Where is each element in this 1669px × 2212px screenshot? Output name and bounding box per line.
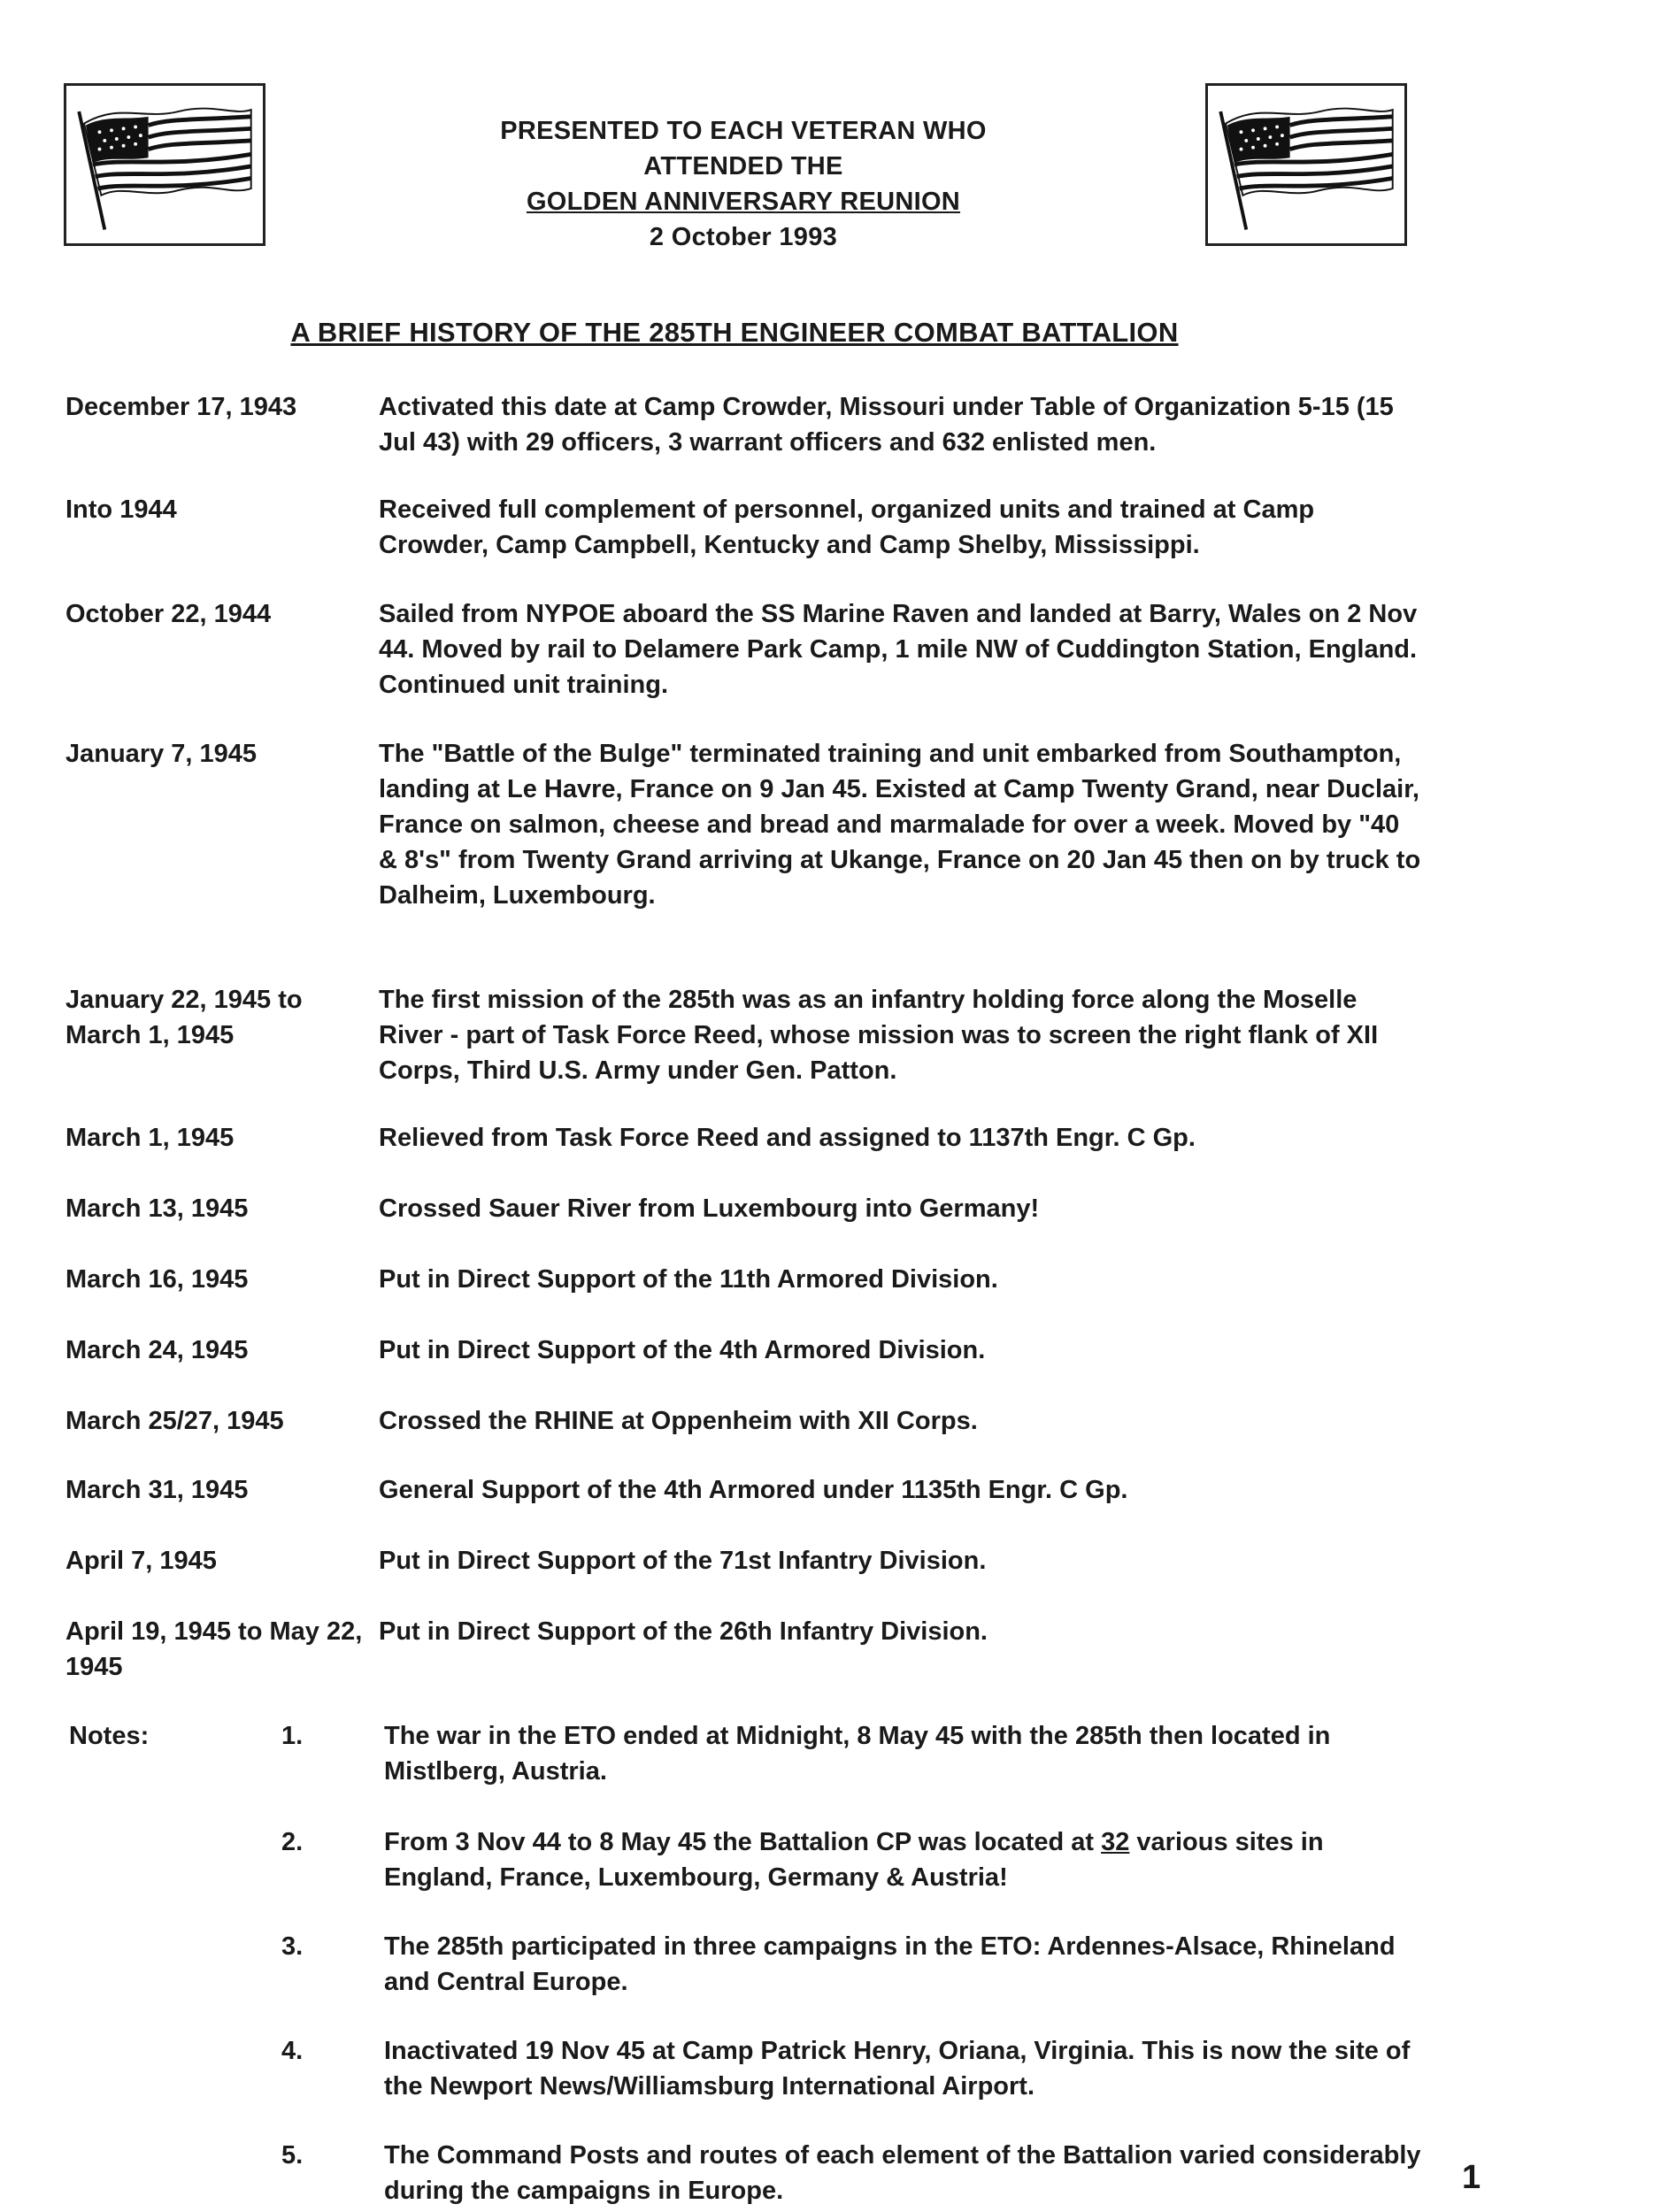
entry-date: March 16, 1945 bbox=[65, 1265, 249, 1294]
entry-text: Crossed the RHINE at Oppenheim with XII Corps. bbox=[379, 1407, 978, 1435]
entry-text: Received full complement of personnel, organized units and trained at Camp Crowder, Camp Campbell, Kentucky and Camp Shelby, Mississippi. bbox=[379, 495, 1315, 559]
note-number: 1. bbox=[281, 1722, 304, 1750]
entry-date: January 22, 1945 to March 1, 1945 bbox=[65, 986, 303, 1049]
entry-text: Put in Direct Support of the 71st Infantry Division. bbox=[379, 1547, 987, 1575]
note-text-part: various sites in England, France, Luxembourg, Germany & Austria! bbox=[384, 1828, 1324, 1892]
entry-text: Sailed from NYPOE aboard the SS Marine Raven and landed at Barry, Wales on 2 Nov 44. Moved by rail to Delamere Park Camp, 1 mile NW of Cuddington Station, England. Continued unit training. bbox=[379, 600, 1418, 699]
note-text: The Command Posts and routes of each element of the Battalion varied considerably during the campaigns in Europe. bbox=[384, 2141, 1421, 2205]
entry-date: April 19, 1945 to May 22, 1945 bbox=[65, 1617, 363, 1681]
entry-date: March 24, 1945 bbox=[65, 1336, 249, 1364]
entry-text: Put in Direct Support of the 11th Armored Division. bbox=[379, 1265, 998, 1294]
entry-date: October 22, 1944 bbox=[65, 600, 272, 628]
american-flag-icon bbox=[1208, 86, 1404, 243]
note-underlined-count: 32 bbox=[1101, 1828, 1130, 1856]
entry-date: March 1, 1945 bbox=[65, 1124, 235, 1152]
header-line-3: GOLDEN ANNIVERSARY REUNION bbox=[526, 188, 961, 216]
entry-text: The "Battle of the Bulge" terminated training and unit embarked from Southampton, landing at Le Havre, France on 9 Jan 45. Existed at Camp Twenty Grand, near Duclair, France on salmon, cheese and bread and marmalade for over a week. Moved by "40 & 8's" from Twenty Grand arriving at Ukange, France on 20 Jan 45 then on by truck to Dalheim, Luxembourg. bbox=[379, 740, 1421, 910]
entry-text: The first mission of the 285th was as an infantry holding force along the Moselle River - part of Task Force Reed, whose mission was to screen the right flank of XII Corps, Third U.S. Army under Gen. Patton. bbox=[379, 986, 1379, 1085]
note-text: Inactivated 19 Nov 45 at Camp Patrick Henry, Oriana, Virginia. This is now the site of the Newport News/Williamsburg International Airport. bbox=[384, 2037, 1411, 2101]
flag-illustration-left bbox=[64, 83, 265, 246]
note-number: 3. bbox=[281, 1932, 304, 1961]
entry-text: Put in Direct Support of the 4th Armored Division. bbox=[379, 1336, 986, 1364]
entry-date: March 25/27, 1945 bbox=[65, 1407, 284, 1435]
presentation-header bbox=[389, 113, 1097, 255]
note-number: 5. bbox=[281, 2141, 304, 2170]
entry-date: December 17, 1943 bbox=[65, 393, 297, 421]
entry-date: Into 1944 bbox=[65, 495, 177, 524]
page-number: 1 bbox=[1462, 2159, 1481, 2196]
entry-date: March 31, 1945 bbox=[65, 1476, 249, 1504]
notes-label: Notes: bbox=[69, 1722, 150, 1750]
entry-text: Activated this date at Camp Crowder, Missouri under Table of Organization 5-15 (15 Jul 43) with 29 officers, 3 warrant officers and 632 enlisted men. bbox=[379, 393, 1394, 457]
note-text-part: From 3 Nov 44 to 8 May 45 the Battalion CP was located at bbox=[384, 1828, 1102, 1856]
header-line-1: PRESENTED TO EACH VETERAN WHO bbox=[500, 117, 987, 145]
entry-text: Put in Direct Support of the 26th Infantry Division. bbox=[379, 1617, 988, 1646]
note-text: The war in the ETO ended at Midnight, 8 May 45 with the 285th then located in Mistlberg, Austria. bbox=[384, 1722, 1331, 1786]
header-date: 2 October 1993 bbox=[649, 223, 838, 251]
entry-date: March 13, 1945 bbox=[65, 1194, 249, 1223]
document-title: A BRIEF HISTORY OF THE 285TH ENGINEER COMBAT BATTALION bbox=[290, 317, 1179, 348]
note-number: 2. bbox=[281, 1828, 304, 1856]
flag-illustration-right bbox=[1205, 83, 1407, 246]
header-line-2: ATTENDED THE bbox=[643, 152, 843, 180]
note-text: The 285th participated in three campaigns in the ETO: Ardennes-Alsace, Rhineland and Central Europe. bbox=[384, 1932, 1396, 1996]
note-text bbox=[384, 1824, 1428, 1895]
entry-date: January 7, 1945 bbox=[65, 740, 258, 768]
entry-date: April 7, 1945 bbox=[65, 1547, 217, 1575]
entry-text: General Support of the 4th Armored under 1135th Engr. C Gp. bbox=[379, 1476, 1128, 1504]
entry-text: Relieved from Task Force Reed and assigned to 1137th Engr. C Gp. bbox=[379, 1124, 1196, 1152]
american-flag-icon bbox=[66, 86, 263, 243]
entry-text: Crossed Sauer River from Luxembourg into Germany! bbox=[379, 1194, 1040, 1223]
note-number: 4. bbox=[281, 2037, 304, 2065]
